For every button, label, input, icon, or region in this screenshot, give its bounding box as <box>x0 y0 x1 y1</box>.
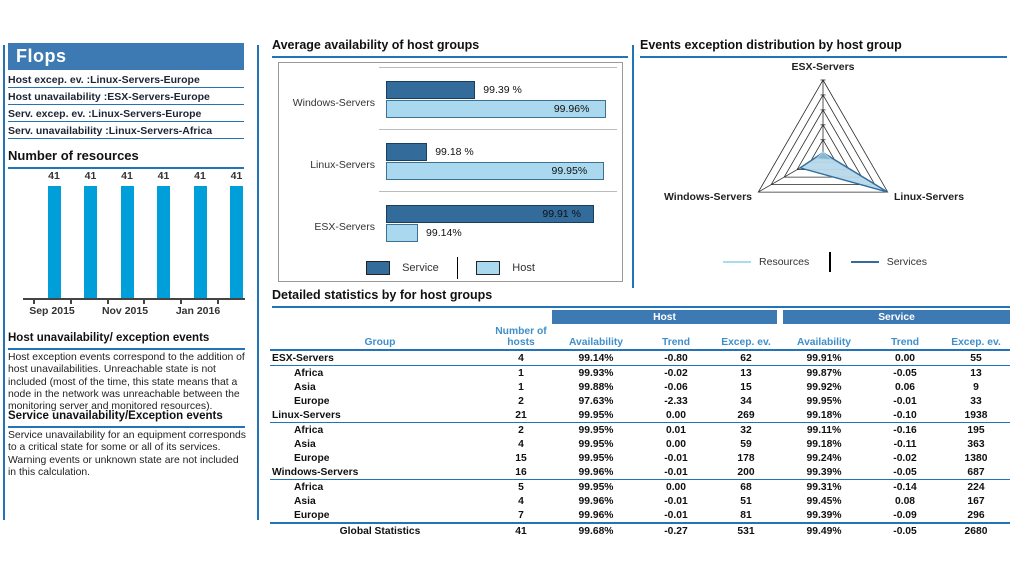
group-cell: Global Statistics <box>270 523 490 538</box>
col-host-excep: Excep. ev. <box>712 324 780 350</box>
value-cell: 1938 <box>942 408 1010 423</box>
resources-legend-label: Resources <box>759 256 810 268</box>
bar-value-label: 99.96% <box>553 103 590 115</box>
table-row <box>270 366 1010 381</box>
resource-bar <box>194 186 207 298</box>
bar-row <box>386 100 615 118</box>
value-cell: 0.00 <box>665 438 687 450</box>
value-cell: 99.39% <box>806 509 842 521</box>
left-edge-divider <box>3 45 5 520</box>
services-legend-label: Services <box>886 256 927 268</box>
value-cell: 99.95% <box>578 452 614 464</box>
category-label: Windows-Servers <box>292 97 375 109</box>
value-cell: -0.09 <box>893 509 917 521</box>
value-cell: 59 <box>740 438 752 450</box>
value-cell: 41 <box>490 523 552 538</box>
resource-bar <box>121 186 134 298</box>
value-cell: 34 <box>740 395 752 407</box>
value-cell: 269 <box>712 408 780 423</box>
value-cell: 296 <box>967 509 985 521</box>
value-cell: 99.31% <box>806 481 842 493</box>
value-cell: 13 <box>970 367 982 379</box>
group-cell: ESX-Servers <box>270 350 490 366</box>
col-svc-excep: Excep. ev. <box>942 324 1010 350</box>
x-axis-label: Nov 2015 <box>101 305 149 317</box>
flop-label: Serv. excep. ev. : <box>8 108 92 120</box>
value-cell: 99.18% <box>806 438 842 450</box>
value-cell: 62 <box>712 350 780 366</box>
group-cell: Africa <box>294 367 324 379</box>
value-cell: 4 <box>490 350 552 366</box>
value-cell: 21 <box>490 408 552 423</box>
value-cell: 0.00 <box>868 350 942 366</box>
value-cell: 99.87% <box>806 367 842 379</box>
value-cell: 99.96% <box>552 465 640 480</box>
group-cell: Windows-Servers <box>270 465 490 480</box>
x-axis-label: Jan 2016 <box>175 305 221 317</box>
service-bar <box>386 143 427 161</box>
bar-row <box>386 143 615 161</box>
value-cell: -0.05 <box>868 465 942 480</box>
resources-chart-title: Number of resources <box>8 148 244 169</box>
table-row <box>270 437 1010 451</box>
value-cell: 531 <box>712 523 780 538</box>
bar-value-label: 99.95% <box>551 165 588 177</box>
resources-bar-chart <box>8 168 248 318</box>
value-cell: 99.91% <box>780 350 868 366</box>
services-data-polygon <box>800 153 888 193</box>
bar-value-label: 41 <box>121 170 133 182</box>
band-spacer <box>270 310 552 324</box>
bar-value-label: 99.14% <box>426 227 462 239</box>
value-cell: 99.95% <box>578 438 614 450</box>
bar-value-label: 41 <box>230 170 243 182</box>
value-cell: -0.01 <box>664 452 688 464</box>
flop-label: Host excep. ev. : <box>8 74 91 86</box>
value-cell: 99.95% <box>552 408 640 423</box>
service-bar <box>386 81 475 99</box>
group-cell: Asia <box>294 381 316 393</box>
bar-value-label: 99.18 % <box>435 146 474 158</box>
service-legend-label: Service <box>402 262 439 274</box>
host-band: Host <box>552 310 780 324</box>
value-cell: 16 <box>490 465 552 480</box>
value-cell: 9 <box>973 381 979 393</box>
col-group: Group <box>270 324 490 350</box>
table-row <box>270 350 1010 366</box>
value-cell: 99.95% <box>806 395 842 407</box>
services-legend-line <box>851 261 879 264</box>
flops-title: Flops <box>8 43 244 70</box>
bar-row <box>386 224 615 242</box>
value-cell: 15 <box>515 452 527 464</box>
legend-divider <box>457 257 459 279</box>
value-cell: 33 <box>970 395 982 407</box>
value-cell: -0.14 <box>893 481 917 493</box>
value-cell: 32 <box>740 424 752 436</box>
flop-label: Host unavailability : <box>8 91 108 103</box>
value-cell: 0.00 <box>640 408 712 423</box>
flop-row <box>8 122 244 139</box>
table-row <box>270 408 1010 423</box>
statistics-table-title: Detailed statistics by for host groups <box>272 288 1010 308</box>
axis-tick <box>33 298 35 304</box>
value-cell: 4 <box>518 495 524 507</box>
host-unavailability-heading: Host unavailability/ exception events <box>8 332 245 350</box>
value-cell: 99.96% <box>578 509 614 521</box>
group-cell: Asia <box>294 495 316 507</box>
value-cell: -0.06 <box>664 381 688 393</box>
group-separator <box>379 191 617 192</box>
value-cell: 99.88% <box>578 381 614 393</box>
value-cell: 55 <box>942 350 1010 366</box>
group-cell: Asia <box>294 438 316 450</box>
value-cell: 2680 <box>942 523 1010 538</box>
host-unavailability-text: Host exception events correspond to the addition of host unavailabilities. Unreachable state is not included (most of the time, this state means that a node in the network was unreachable between the monitoring server and monitored resources). <box>8 352 245 413</box>
value-cell: -0.05 <box>868 523 942 538</box>
value-cell: -0.01 <box>893 395 917 407</box>
value-cell: 4 <box>518 438 524 450</box>
x-axis-label: Sep 2015 <box>29 305 75 317</box>
host-legend-label: Host <box>512 262 535 274</box>
value-cell: 99.68% <box>552 523 640 538</box>
bar-value-label: 41 <box>84 170 97 182</box>
col-svc-trend: Trend <box>868 324 942 350</box>
value-cell: 99.18% <box>780 408 868 423</box>
radar-chart-title: Events exception distribution by host group <box>640 38 1007 58</box>
category-label: Linux-Servers <box>310 159 375 171</box>
group-separator <box>379 129 617 130</box>
group-cell: Europe <box>294 509 330 521</box>
bar-value-label: 41 <box>194 170 206 182</box>
value-cell: 99.96% <box>578 495 614 507</box>
axis-tick <box>180 298 182 304</box>
value-cell: 195 <box>967 424 985 436</box>
service-unavailability-heading: Service unavailability/Exception events <box>8 410 245 428</box>
col-svc-availability: Availability <box>780 324 868 350</box>
value-cell: 99.14% <box>552 350 640 366</box>
value-cell: -0.01 <box>664 509 688 521</box>
table-band-row <box>270 310 1010 324</box>
resource-bar <box>84 186 97 298</box>
value-cell: 1 <box>518 367 524 379</box>
value-cell: 2 <box>518 424 524 436</box>
bar-value-label: 99.91 % <box>542 208 581 220</box>
value-cell: 81 <box>740 509 752 521</box>
value-cell: 99.11% <box>806 424 842 436</box>
value-cell: 224 <box>967 481 985 493</box>
flop-value: Linux-Servers-Europe <box>90 74 200 86</box>
value-cell: 99.95% <box>578 481 614 493</box>
group-separator <box>379 67 617 68</box>
value-cell: 5 <box>518 481 524 493</box>
value-cell: 99.24% <box>806 452 842 464</box>
service-band: Service <box>780 310 1010 324</box>
flop-row <box>8 71 244 88</box>
bar-row <box>386 205 615 223</box>
table-row <box>270 380 1010 394</box>
value-cell: 178 <box>737 452 755 464</box>
value-cell: 0.06 <box>894 381 916 393</box>
value-cell: -0.80 <box>640 350 712 366</box>
value-cell: 363 <box>967 438 985 450</box>
resources-legend-line <box>723 261 751 264</box>
value-cell: -0.01 <box>664 495 688 507</box>
resource-bar <box>230 186 243 298</box>
radar-axis-label: Linux-Servers <box>894 191 965 203</box>
bar-value-label: 99.39 % <box>483 84 522 96</box>
value-cell: 99.93% <box>578 367 614 379</box>
axis-tick <box>217 298 219 304</box>
value-cell: -0.01 <box>640 465 712 480</box>
service-unavailability-text: Service unavailability for an equipment corresponds to a critical state for some or all of its services. Warning events or unknown state are not included in this calculation. <box>8 430 246 478</box>
service-legend-swatch <box>366 261 390 275</box>
value-cell: -0.27 <box>640 523 712 538</box>
flop-value: Linux-Servers-Europe <box>91 108 202 120</box>
value-cell: 0.01 <box>665 424 687 436</box>
value-cell: -2.33 <box>664 395 688 407</box>
bar-value-label: 41 <box>48 170 60 182</box>
flop-label: Serv. unavailability : <box>8 125 109 137</box>
value-cell: 0.00 <box>665 481 687 493</box>
statistics-table <box>270 310 1010 538</box>
table-row <box>270 508 1010 523</box>
flop-value: ESX-Servers-Europe <box>107 91 210 103</box>
value-cell: 51 <box>740 495 752 507</box>
resource-bar <box>157 186 170 298</box>
radar-axis-label: ESX-Servers <box>791 61 855 73</box>
table-row <box>270 480 1010 495</box>
value-cell: 167 <box>967 495 985 507</box>
value-cell: 99.92% <box>806 381 842 393</box>
value-cell: 1380 <box>964 452 988 464</box>
value-cell: -0.05 <box>893 367 917 379</box>
flop-value: Linux-Servers-Africa <box>108 125 213 137</box>
value-cell: -0.02 <box>664 367 688 379</box>
sidebar-divider <box>257 45 259 520</box>
availability-legend <box>279 255 622 281</box>
category-label: ESX-Servers <box>314 221 375 233</box>
radar-axis-label: Windows-Servers <box>663 191 752 203</box>
group-cell: Africa <box>294 481 324 493</box>
value-cell: 68 <box>740 481 752 493</box>
value-cell: 99.95% <box>578 424 614 436</box>
availability-bar-chart <box>278 62 623 282</box>
table-row <box>270 523 1010 538</box>
table-row <box>270 494 1010 508</box>
col-host-availability: Availability <box>552 324 640 350</box>
bar-row <box>386 162 615 180</box>
table-header-row <box>270 324 1010 350</box>
value-cell: 1 <box>518 381 524 393</box>
legend-divider <box>829 252 831 272</box>
value-cell: 99.45% <box>806 495 842 507</box>
axis-tick <box>107 298 109 304</box>
value-cell: -0.11 <box>893 438 917 450</box>
group-cell: Europe <box>294 452 330 464</box>
value-cell: 0.08 <box>894 495 916 507</box>
col-host-trend: Trend <box>640 324 712 350</box>
value-cell: 99.39% <box>780 465 868 480</box>
value-cell: 687 <box>942 465 1010 480</box>
group-cell: Linux-Servers <box>270 408 490 423</box>
value-cell: 99.49% <box>780 523 868 538</box>
host-legend-swatch <box>476 261 500 275</box>
value-cell: 15 <box>740 381 752 393</box>
host-bar <box>386 224 418 242</box>
resource-bar <box>48 186 61 298</box>
radar-legend <box>640 250 1010 274</box>
group-cell: Europe <box>294 395 330 407</box>
bar-value-label: 41 <box>157 170 170 182</box>
col-hosts: Number of hosts <box>490 324 552 350</box>
group-cell: Africa <box>294 424 324 436</box>
table-row <box>270 451 1010 465</box>
charts-divider <box>632 45 634 288</box>
bar-row <box>386 81 615 99</box>
value-cell: -0.16 <box>893 424 917 436</box>
value-cell: -0.10 <box>868 408 942 423</box>
flop-row <box>8 88 244 105</box>
availability-chart-title: Average availability of host groups <box>272 38 628 58</box>
flop-row <box>8 105 244 122</box>
axis-tick <box>70 298 72 304</box>
value-cell: 7 <box>518 509 524 521</box>
value-cell: 200 <box>712 465 780 480</box>
table-row <box>270 423 1010 438</box>
axis-tick <box>143 298 145 304</box>
value-cell: 2 <box>518 395 524 407</box>
x-axis-line <box>23 298 245 300</box>
table-row <box>270 465 1010 480</box>
value-cell: 97.63% <box>578 395 614 407</box>
value-cell: 13 <box>740 367 752 379</box>
table-row <box>270 394 1010 408</box>
value-cell: -0.02 <box>893 452 917 464</box>
